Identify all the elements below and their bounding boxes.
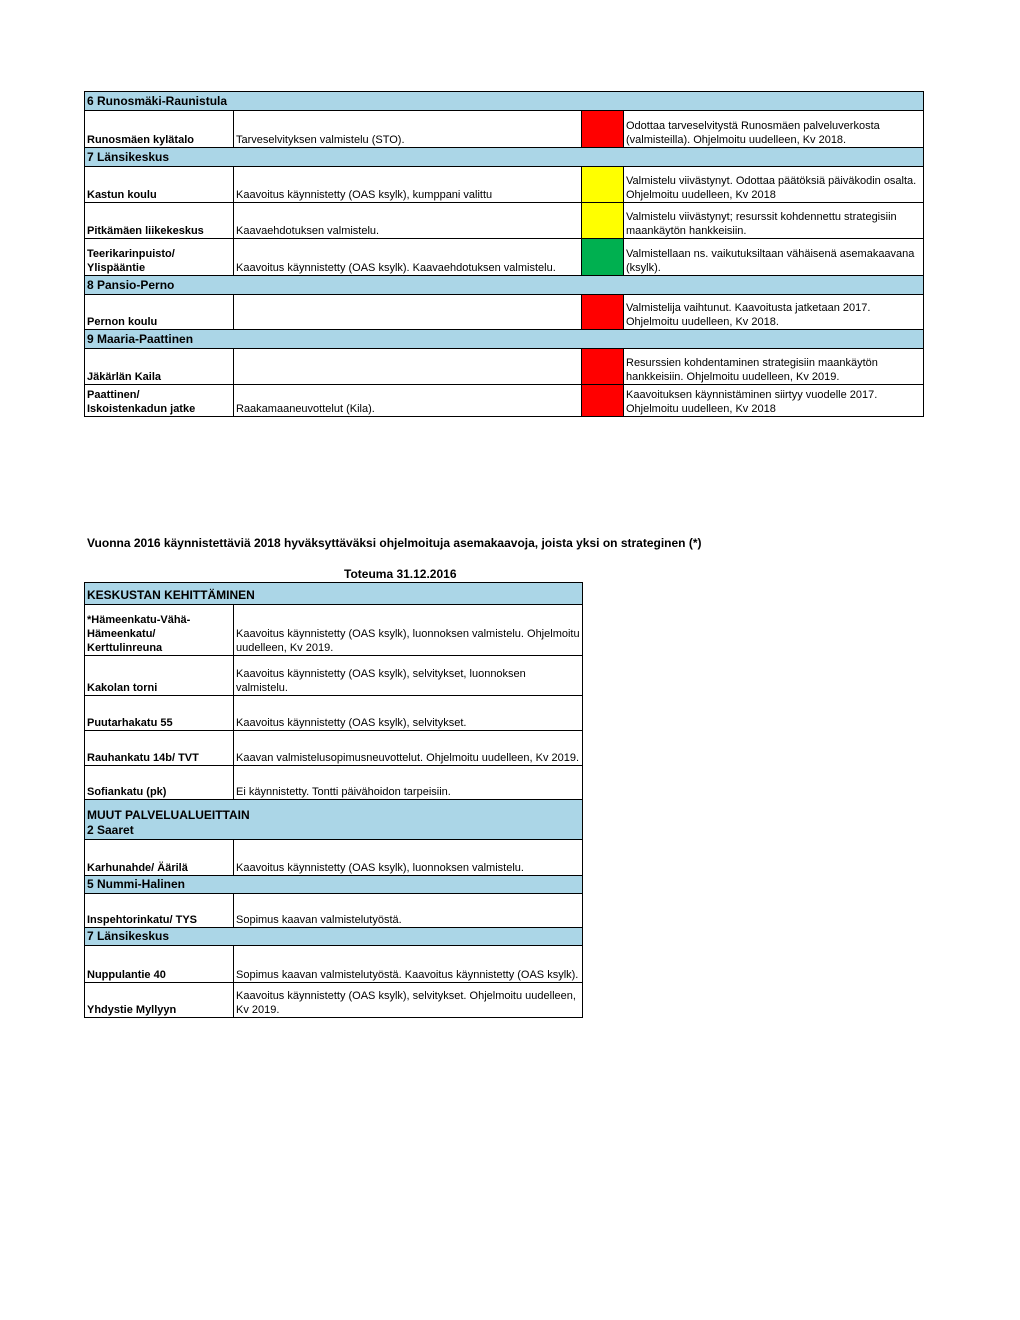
project-name: Karhunahde/ Äärilä	[85, 840, 234, 876]
section-title: 5 Nummi-Halinen	[85, 876, 583, 894]
status-indicator-red	[582, 295, 624, 330]
project-description: Kaavoitus käynnistetty (OAS ksylk), selvitykset, luonnoksen valmistelu.	[234, 656, 583, 696]
project-note: Valmistelu viivästynyt; resurssit kohdennettu strategisiin maankäytön hankkeisiin.	[624, 203, 924, 239]
table-row	[85, 111, 924, 148]
table-row	[85, 731, 583, 766]
project-name: Inspehtorinkatu/ TYS	[85, 894, 234, 928]
project-note: Valmistelija vaihtunut. Kaavoitusta jatketaan 2017. Ohjelmoitu uudelleen, Kv 2018.	[624, 295, 924, 330]
section-title-line: 2 Saaret	[87, 823, 134, 837]
table-row	[85, 203, 924, 239]
project-description: Kaavoitus käynnistetty (OAS ksylk), kumppani valittu	[234, 167, 582, 203]
project-name: Kastun koulu	[85, 167, 234, 203]
project-name: Jäkärlän Kaila	[85, 349, 234, 385]
section-title: 8 Pansio-Perno	[85, 276, 924, 295]
project-description: Kaavan valmistelusopimusneuvottelut. Ohjelmoitu uudelleen, Kv 2019.	[234, 731, 583, 766]
project-name	[85, 239, 234, 276]
project-note: Odottaa tarveselvitystä Runosmäen palveluverkosta (valmisteilla). Ohjelmoitu uudelleen, Kv 2018.	[624, 111, 924, 148]
project-name	[85, 385, 234, 417]
status-table-1	[84, 91, 924, 417]
project-name-line: Ylispääntie	[87, 262, 146, 274]
section-header	[85, 330, 924, 349]
table-row	[85, 239, 924, 276]
project-name: Puutarhakatu 55	[85, 696, 234, 731]
project-description: Sopimus kaavan valmistelutyöstä. Kaavoitus käynnistetty (OAS ksylk).	[234, 946, 583, 983]
status-indicator-red	[582, 385, 624, 417]
project-name: Pitkämäen liikekeskus	[85, 203, 234, 239]
section-title: KESKUSTAN KEHITTÄMINEN	[85, 583, 583, 605]
project-name-line: Kerttulinreuna	[87, 642, 163, 654]
project-description	[234, 349, 582, 385]
project-name	[85, 605, 234, 656]
section-title-line: MUUT PALVELUALUEITTAIN	[87, 808, 250, 822]
project-note: Kaavoituksen käynnistäminen siirtyy vuodelle 2017. Ohjelmoitu uudelleen, Kv 2018	[624, 385, 924, 417]
project-description: Kaavoitus käynnistetty (OAS ksylk). Kaavaehdotuksen valmistelu.	[234, 239, 582, 276]
status-indicator-yellow	[582, 167, 624, 203]
table-row	[85, 696, 583, 731]
status-table-2	[84, 582, 583, 1018]
section-header	[85, 276, 924, 295]
project-description: Kaavoitus käynnistetty (OAS ksylk), luonnoksen valmistelu.	[234, 840, 583, 876]
table-row	[85, 983, 583, 1018]
section-header	[85, 148, 924, 167]
project-description: Kaavoitus käynnistetty (OAS ksylk), selvitykset.	[234, 696, 583, 731]
table-row	[85, 295, 924, 330]
table-row	[85, 167, 924, 203]
project-description	[234, 295, 582, 330]
section-heading: Vuonna 2016 käynnistettäviä 2018 hyväksyttäväksi ohjelmoituja asemakaavoja, joista yksi on strateginen (*)	[87, 536, 702, 550]
table-row	[85, 840, 583, 876]
section-title: 7 Länsikeskus	[85, 148, 924, 167]
section-header	[85, 583, 583, 605]
toteuma-date: Toteuma 31.12.2016	[344, 567, 457, 581]
project-name: Runosmäen kylätalo	[85, 111, 234, 148]
section-title: 9 Maaria-Paattinen	[85, 330, 924, 349]
project-name-line: Hämeenkatu/	[87, 628, 156, 640]
project-description: Raakamaaneuvottelut (Kila).	[234, 385, 582, 417]
project-description: Tarveselvityksen valmistelu (STO).	[234, 111, 582, 148]
project-name-line: *Hämeenkatu-Vähä-	[87, 614, 191, 626]
project-name: Kakolan torni	[85, 656, 234, 696]
status-indicator-yellow	[582, 203, 624, 239]
section-header	[85, 876, 583, 894]
section-header	[85, 92, 924, 111]
table-row	[85, 349, 924, 385]
project-name: Pernon koulu	[85, 295, 234, 330]
section-header	[85, 928, 583, 946]
table-row	[85, 656, 583, 696]
project-name-line: Iskoistenkadun jatke	[87, 403, 196, 415]
status-indicator-green	[582, 239, 624, 276]
section-header	[85, 800, 583, 840]
project-description: Ei käynnistetty. Tontti päivähoidon tarpeisiin.	[234, 766, 583, 800]
project-note: Valmistellaan ns. vaikutuksiltaan vähäisenä asemakaavana (ksylk).	[624, 239, 924, 276]
project-name: Sofiankatu (pk)	[85, 766, 234, 800]
project-note: Resurssien kohdentaminen strategisiin maankäytön hankkeisiin. Ohjelmoitu uudelleen, Kv 2019.	[624, 349, 924, 385]
table-row	[85, 385, 924, 417]
status-indicator-red	[582, 349, 624, 385]
project-name-line: Teerikarinpuisto/	[87, 248, 175, 260]
project-description: Kaavoitus käynnistetty (OAS ksylk), selvitykset. Ohjelmoitu uudelleen, Kv 2019.	[234, 983, 583, 1018]
table-row	[85, 605, 583, 656]
section-title: 6 Runosmäki-Raunistula	[85, 92, 924, 111]
table-row	[85, 946, 583, 983]
project-note: Valmistelu viivästynyt. Odottaa päätöksiä päiväkodin osalta. Ohjelmoitu uudelleen, Kv 2018	[624, 167, 924, 203]
project-description: Sopimus kaavan valmistelutyöstä.	[234, 894, 583, 928]
section-title: 7 Länsikeskus	[85, 928, 583, 946]
table-row	[85, 766, 583, 800]
project-name: Rauhankatu 14b/ TVT	[85, 731, 234, 766]
project-name-line: Paattinen/	[87, 389, 140, 401]
status-indicator-red	[582, 111, 624, 148]
section-title	[85, 800, 583, 840]
project-description: Kaavaehdotuksen valmistelu.	[234, 203, 582, 239]
project-name: Yhdystie Myllyyn	[85, 983, 234, 1018]
project-name: Nuppulantie 40	[85, 946, 234, 983]
table-row	[85, 894, 583, 928]
project-description: Kaavoitus käynnistetty (OAS ksylk), luonnoksen valmistelu. Ohjelmoitu uudelleen, Kv 2019.	[234, 605, 583, 656]
